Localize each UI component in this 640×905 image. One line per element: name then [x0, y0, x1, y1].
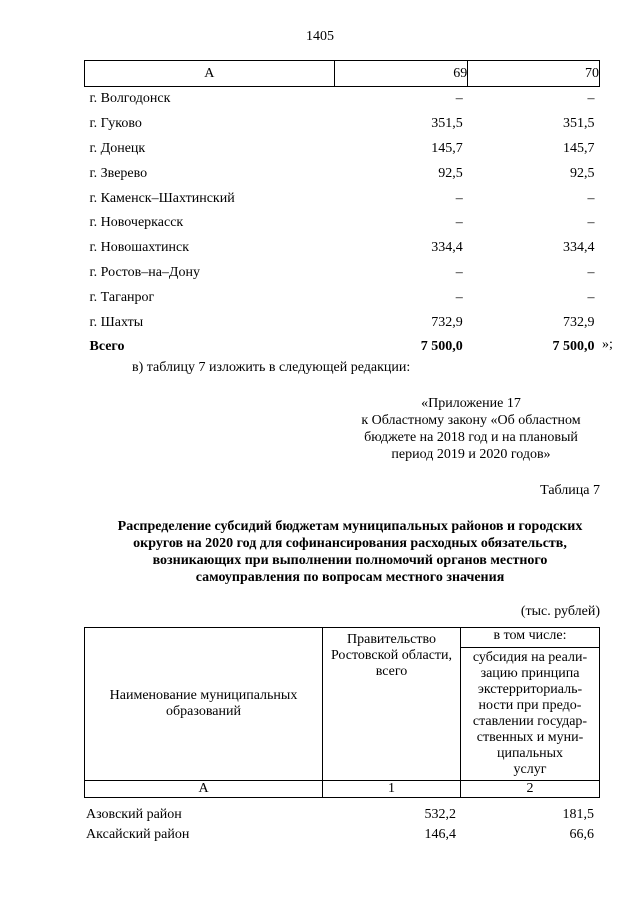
header-line: ципальных: [496, 746, 564, 761]
municipality-name: г. Новочеркасск: [89, 215, 184, 231]
table-header-row: [85, 61, 600, 87]
total-label: Всего: [89, 339, 125, 355]
closing-quote: »;: [602, 337, 613, 352]
municipality-name: г. Зверево: [89, 165, 148, 181]
header-line: Правительство: [347, 632, 436, 647]
value-70: –: [587, 190, 595, 206]
column-header-70: 70: [468, 61, 600, 87]
value-70: –: [587, 91, 595, 107]
municipality-name: г. Ростов–на–Дону: [89, 264, 200, 280]
municipality-name: г. Волгодонск: [89, 91, 171, 107]
table-row: [86, 805, 600, 825]
heading-line: возникающих при выполнении полномочий органов местного: [152, 553, 548, 568]
table-row: [85, 112, 600, 137]
value-70: –: [587, 289, 595, 305]
total-row: [85, 335, 600, 360]
table-row: [85, 211, 600, 236]
value-70: 145,7: [563, 140, 595, 156]
table-row: [85, 261, 600, 286]
value-70: 334,4: [563, 240, 595, 256]
value-70: 732,9: [563, 314, 595, 330]
value-69: –: [455, 91, 463, 107]
appendix-title: «Приложение 17: [421, 396, 521, 411]
heading-line: Распределение субсидий бюджетам муниципальных районов и городских: [117, 519, 583, 534]
header-line: субсидия на реали-: [472, 650, 588, 665]
value-69: 732,9: [431, 314, 463, 330]
column-header-subsidy: [461, 648, 600, 781]
municipality-name: г. Гуково: [89, 116, 142, 132]
subsidy-value: 181,5: [562, 807, 594, 822]
value-69: 145,7: [431, 140, 463, 156]
heading-line: самоуправления по вопросам местного значения: [195, 570, 505, 585]
column-header-69: 69: [334, 61, 468, 87]
municipality-name: г. Таганрог: [89, 289, 155, 305]
value-70: –: [587, 264, 595, 280]
municipality-name: г. Новошахтинск: [89, 240, 190, 256]
table-row: [85, 87, 600, 112]
header-line: всего: [375, 664, 408, 679]
column-index-1: 1: [323, 781, 461, 798]
column-index-row: [85, 781, 600, 798]
value-69: 92,5: [438, 165, 463, 181]
value-70: 92,5: [570, 165, 595, 181]
column-header-a: А: [85, 61, 335, 87]
column-header-name: Наименование муниципальных образований: [85, 628, 323, 781]
header-line: ставлении государ-: [472, 714, 588, 729]
subsidy-table-body: [86, 805, 600, 845]
table-heading: [60, 518, 640, 586]
header-line: зацию принципа: [480, 666, 580, 681]
budget-table-69-70: [84, 60, 600, 360]
value-69: –: [455, 190, 463, 206]
value-70: 351,5: [563, 116, 595, 132]
municipality-name: г. Шахты: [89, 314, 144, 330]
total-value-70: 7 500,0: [552, 339, 595, 355]
column-header-including: в том числе:: [461, 628, 600, 648]
column-index-a: А: [85, 781, 323, 798]
table-row: [85, 310, 600, 335]
table-label: Таблица 7: [540, 483, 600, 498]
table-row: [85, 137, 600, 162]
appendix-line: к Областному закону «Об областном: [361, 413, 581, 428]
appendix-reference: [340, 395, 602, 463]
table-row: [85, 236, 600, 261]
table-row: [86, 825, 600, 845]
heading-line: округов на 2020 год для софинансирования расходных обязательств,: [133, 536, 567, 551]
value-69: –: [455, 264, 463, 280]
appendix-line: период 2019 и 2020 годов»: [391, 447, 551, 462]
column-header-total: [323, 628, 461, 781]
total-value: 532,2: [424, 807, 456, 822]
column-index-2: 2: [461, 781, 600, 798]
table-row: [85, 161, 600, 186]
municipality-name: Азовский район: [86, 807, 182, 822]
subsidy-value: 66,6: [569, 827, 594, 842]
table-row: [85, 186, 600, 211]
value-69: –: [455, 289, 463, 305]
municipality-name: Аксайский район: [86, 827, 190, 842]
value-69: 351,5: [431, 116, 463, 132]
municipality-name: г. Донецк: [89, 140, 146, 156]
value-70: –: [587, 215, 595, 231]
page-number: 1405: [306, 29, 334, 44]
appendix-line: бюджете на 2018 год и на плановый: [364, 430, 578, 445]
header-line: ности при предо-: [478, 698, 582, 713]
subsidy-table-header: [84, 627, 600, 798]
header-line: экстерриториаль-: [477, 682, 583, 697]
value-69: 334,4: [431, 240, 463, 256]
header-line: услуг: [513, 762, 547, 777]
table-row: [85, 285, 600, 310]
header-line: Ростовской области,: [330, 648, 453, 663]
units-label: (тыс. рублей): [520, 604, 600, 619]
total-value-69: 7 500,0: [420, 339, 463, 355]
total-value: 146,4: [424, 827, 456, 842]
municipality-name: г. Каменск–Шахтинский: [89, 190, 235, 206]
value-69: –: [455, 215, 463, 231]
header-line: ственных и муни-: [476, 730, 584, 745]
instruction-text: в) таблицу 7 изложить в следующей редакции:: [132, 360, 411, 375]
